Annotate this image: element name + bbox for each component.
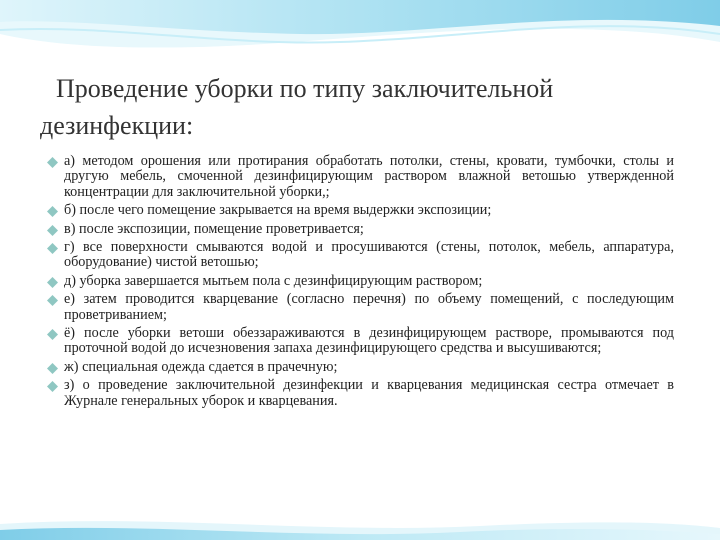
list-item [46, 292, 674, 323]
header-wave-decoration [0, 0, 720, 80]
list-item [46, 203, 674, 218]
list-item-text: ж) специальная одежда сдается в прачечную; [64, 358, 338, 375]
list-item-text: г) все поверхности смываются водой и просушиваются (стены, потолок, мебель, аппаратура, оборудование) чистой ветошью; [64, 239, 674, 271]
diamond-bullet-icon [47, 157, 58, 168]
list-item-text: д) уборка завершается мытьем пола с дезинфицирующим раствором; [64, 272, 483, 289]
slide-title: Проведение уборки по типу заключительной дезинфекции: [40, 74, 554, 140]
diamond-bullet-icon [47, 329, 58, 340]
list-item [46, 378, 674, 409]
footer-wave-decoration [0, 512, 720, 540]
list-item-text: а) методом орошения или протирания обработать потолки, стены, кровати, тумбочки, столы и другую мебель, смоченной дезинфицирующим раствором влажной ветошью утвержденной концентрации для заключительной уборки,; [64, 153, 674, 200]
list-item [46, 240, 674, 271]
list-item-text: в) после экспозиции, помещение проветривается; [64, 220, 364, 237]
diamond-bullet-icon [47, 243, 58, 254]
list-item [46, 360, 674, 375]
diamond-bullet-icon [47, 295, 58, 306]
list-item-text: б) после чего помещение закрывается на время выдержки экспозиции; [64, 202, 492, 219]
diamond-bullet-icon [47, 381, 58, 392]
list-item [46, 326, 674, 357]
diamond-bullet-icon [47, 225, 58, 236]
content-list [46, 154, 674, 409]
diamond-bullet-icon [47, 206, 58, 217]
list-item [46, 222, 674, 237]
list-item-text: з) о проведение заключительной дезинфекции и кварцевания медицинская сестра отмечает в Журнале генеральных уборок и кварцевания. [64, 377, 674, 409]
list-item-text: ё) после уборки ветоши обеззараживаются в дезинфицирующем растворе, промываются под проточной водой до исчезновения запаха дезинфицирующего средства и высушиваются; [64, 325, 674, 357]
list-item [46, 154, 674, 200]
diamond-bullet-icon [47, 277, 58, 288]
list-item-text: е) затем проводится кварцевание (согласно перечня) по объему помещений, с последующим проветриванием; [64, 291, 674, 323]
diamond-bullet-icon [47, 363, 58, 374]
list-item [46, 274, 674, 289]
